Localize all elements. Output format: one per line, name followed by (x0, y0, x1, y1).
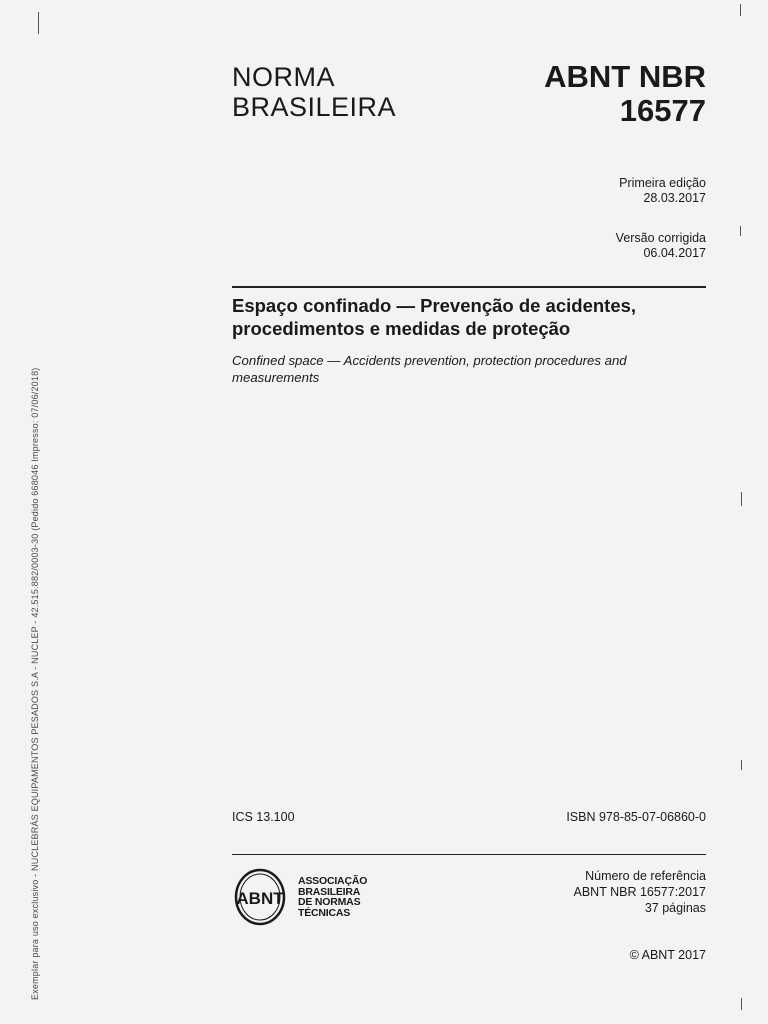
footer-divider (232, 854, 706, 855)
scan-artifact (740, 226, 741, 236)
association-line-3: DE NORMAS (298, 896, 361, 908)
version-date: 06.04.2017 (643, 246, 706, 260)
scan-artifact (38, 12, 39, 34)
ics-code: ICS 13.100 (232, 810, 295, 824)
abnt-logo (234, 868, 286, 926)
reference-label: Número de referência (585, 869, 706, 883)
norma-line-1: NORMA (232, 62, 335, 92)
standard-code (544, 60, 706, 128)
standard-code-line-2: 16577 (619, 93, 706, 128)
association-line-1: ASSOCIAÇÃO (298, 875, 368, 887)
norma-line-2: BRASILEIRA (232, 92, 397, 122)
edition-date: 28.03.2017 (643, 191, 706, 205)
reference-info (574, 868, 707, 916)
isbn-code: ISBN 978-85-07-06860-0 (566, 810, 706, 824)
association-line-2: BRASILEIRA (298, 885, 361, 898)
abnt-logo-text: ABNT (236, 889, 284, 908)
title-english: Confined space — Accidents prevention, protection procedures and measurements (232, 353, 627, 385)
association-line-4: TÉCNICAS (298, 906, 351, 919)
reference-code: ABNT NBR 16577:2017 (573, 885, 706, 899)
title-divider (232, 286, 706, 288)
edition-label: Primeira edição (619, 176, 706, 190)
title-portuguese: Espaço confinado — Prevenção de acidentes, procedimentos e medidas de proteção (232, 295, 637, 339)
association-name (298, 876, 367, 918)
scan-artifact (741, 492, 742, 506)
page-count: 37 páginas (644, 901, 706, 915)
scan-artifact (741, 760, 742, 770)
scan-artifact (740, 4, 741, 16)
version-label: Versão corrigida (615, 231, 706, 245)
version-info (616, 231, 706, 261)
copyright: © ABNT 2017 (629, 948, 706, 962)
standard-code-line-1: ABNT NBR (544, 59, 706, 94)
scan-artifact (741, 998, 742, 1010)
norma-brasileira-heading (232, 62, 396, 122)
edition-info (619, 176, 706, 206)
purchase-watermark: Exemplar para uso exclusivo - NUCLEBRÁS EQUIPAMENTOS PESADOS S.A - NUCLEP - 42.515.882/0003-30 (Pedido 668046 Impresso: 07/06/2018) (30, 367, 40, 1000)
